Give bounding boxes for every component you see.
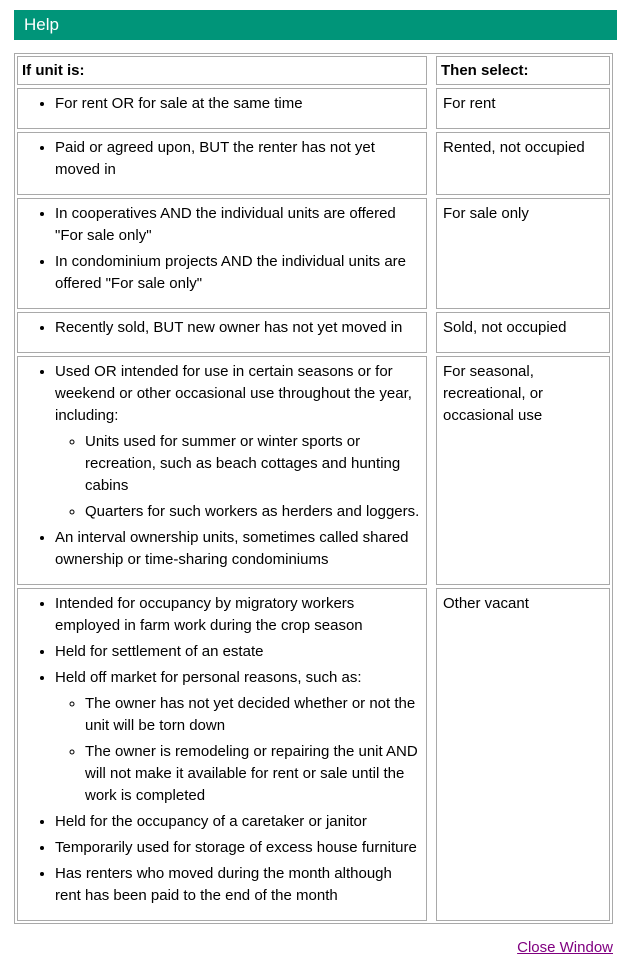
title-bar <box>14 10 617 40</box>
condition-item: • Paid or agreed upon, BUT the renter has not yet moved in <box>55 137 420 181</box>
condition-cell <box>17 312 427 353</box>
condition-item: • Used OR intended for use in certain seasons or for weekend or other occasional use throughout the year, including: ◦ Units used for summer or winter sports or recreation, such as beach cottages and hunting cabins ◦ Quarters for such workers as herders and loggers. <box>55 361 420 523</box>
column-header-selection: Then select: <box>436 56 610 85</box>
selection-cell: For sale only <box>436 198 610 309</box>
condition-item: • For rent OR for sale at the same time <box>55 93 420 115</box>
condition-item: • Recently sold, BUT new owner has not yet moved in <box>55 317 420 339</box>
selection-cell: Rented, not occupied <box>436 132 610 195</box>
condition-cell <box>17 588 427 921</box>
selection-cell: For rent <box>436 88 610 129</box>
condition-item: • Held for settlement of an estate <box>55 641 420 663</box>
condition-item: • An interval ownership units, sometimes called shared ownership or time-sharing condominiums <box>55 527 420 571</box>
condition-item: • Held for the occupancy of a caretaker or janitor <box>55 811 420 833</box>
condition-item: ◦ Units used for summer or winter sports or recreation, such as beach cottages and hunting cabins <box>85 431 420 497</box>
condition-list <box>55 693 420 807</box>
condition-item: ◦ Quarters for such workers as herders and loggers. <box>85 501 420 523</box>
condition-item: • In cooperatives AND the individual units are offered "For sale only" <box>55 203 420 247</box>
condition-list <box>24 361 420 571</box>
condition-cell <box>17 132 427 195</box>
condition-cell <box>17 356 427 585</box>
selection-cell: For seasonal, recreational, or occasional use <box>436 356 610 585</box>
condition-list <box>55 431 420 523</box>
condition-item: ◦ The owner has not yet decided whether or not the unit will be torn down <box>85 693 420 737</box>
condition-item: • Intended for occupancy by migratory workers employed in farm work during the crop season <box>55 593 420 637</box>
close-window-link[interactable]: Close Window <box>517 939 613 956</box>
condition-list <box>24 93 420 115</box>
condition-item: ◦ The owner is remodeling or repairing the unit AND will not make it available for rent or sale until the work is completed <box>85 741 420 807</box>
selection-cell: Sold, not occupied <box>436 312 610 353</box>
condition-item: • In condominium projects AND the individual units are offered "For sale only" <box>55 251 420 295</box>
condition-item: • Temporarily used for storage of excess house furniture <box>55 837 420 859</box>
condition-list <box>24 203 420 295</box>
footer <box>14 939 613 956</box>
condition-item: • Has renters who moved during the month although rent has been paid to the end of the month <box>55 863 420 907</box>
condition-list <box>24 593 420 907</box>
condition-list <box>24 317 420 339</box>
page-title: Help <box>24 15 59 34</box>
condition-list <box>24 137 420 181</box>
condition-item: • Held off market for personal reasons, such as: ◦ The owner has not yet decided whether or not the unit will be torn down ◦ The owner is remodeling or repairing the unit AND will not make it available for rent or sale until the work is completed <box>55 667 420 807</box>
condition-cell <box>17 198 427 309</box>
selection-cell: Other vacant <box>436 588 610 921</box>
help-table-grid <box>17 56 610 921</box>
help-table <box>14 53 613 924</box>
condition-cell <box>17 88 427 129</box>
column-header-condition: If unit is: <box>17 56 427 85</box>
